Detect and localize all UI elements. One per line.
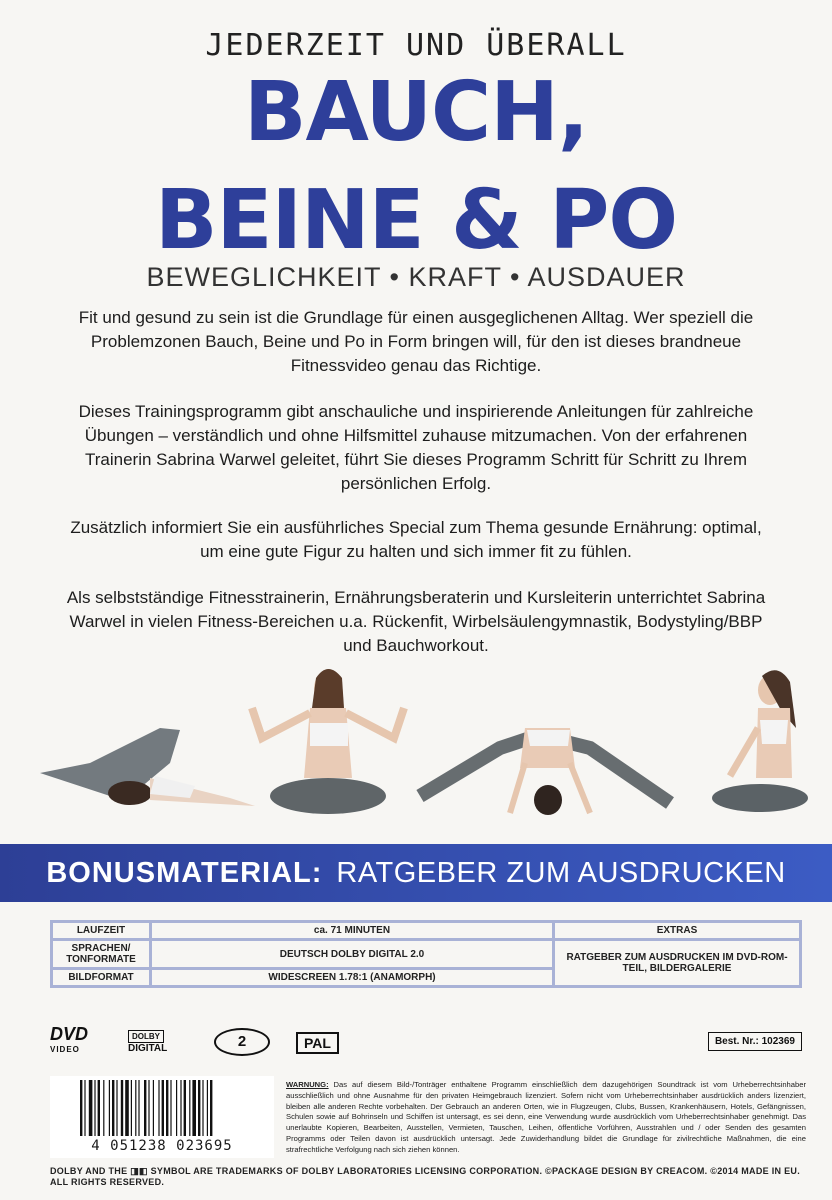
pal-logo: PAL	[296, 1032, 339, 1054]
description-paragraph-3: Zusätzlich informiert Sie ein ausführliches Special zum Thema gesunde Ernährung: optimal, um eine gute Figur zu halten und sich immer fit zu fühlen.	[70, 518, 762, 561]
pose-forward-bend-image	[420, 728, 670, 815]
dolby-subtext: DIGITAL	[128, 1043, 168, 1054]
pose-plough-image	[40, 728, 255, 806]
description-paragraph-2: Dieses Trainingsprogramm gibt anschauliche und inspirierende Anleitungen für zahlreiche Übungen – verständlich und ohne Hilfsmittel zuhause mitzumachen. Von der erfahrenen Trainerin Sabrina Warwel geleitet, führt Sie dieses Programm Schritt für Schritt zu Ihrem persönlichen Erfolg.	[78, 402, 754, 493]
order-number: Best. Nr.: 102369	[708, 1032, 802, 1051]
dvd-logo-subtext: VIDEO	[50, 1045, 80, 1054]
title-line-2: BEINE & PO	[154, 173, 678, 268]
title-line-1: BAUCH,	[244, 65, 588, 160]
sprachen-label: SPRACHEN/ TONFORMATE	[52, 940, 151, 969]
extras-value: RATGEBER ZUM AUSDRUCKEN IM DVD-ROM-TEIL, BILDERGALERIE	[554, 940, 801, 987]
description-paragraph-4: Als selbstständige Fitnesstrainerin, Ernährungsberaterin und Kursleiterin unterrichtet Sabrina Warwel in vielen Fitness-Bereichen u.a. Rückenfit, Wirbelsäulengymnastik, Bodystyling/BBP und Bauchworkout.	[66, 588, 766, 655]
pose-seated-side-image	[712, 670, 808, 812]
barcode	[50, 1076, 274, 1158]
bonus-banner	[0, 844, 832, 902]
specs-table	[50, 920, 802, 988]
tagline: JEDERZEIT UND ÜBERALL	[205, 28, 627, 63]
bildformat-label: BILDFORMAT	[52, 969, 151, 987]
barcode-bars	[80, 1080, 270, 1136]
warning-text: Das auf diesem Bild-/Tonträger enthaltene Programm einschließlich dem dazugehörigen Soundtrack ist vom Urheberrechtsinhaber ausschließlich und ohne Ausnahme für den privaten Heimgebrauch lizenziert. Sofern nicht vom Urheberrechtsinhaber ausdrücklich anders lizenziert, bleiben alle anderen Rechte vorbehalten. Der Gebrauch an anderen Orten, wie in Flugzeugen, Clubs, Bussen, Krankenhäusern, Hotels, Gefängnissen, Schulen sowie auf Bohrinseln und Schiffen ist untersagt, es sei denn, eine Verwendung wurde ausdrücklich vom Urheberrechtsinhaber genehmigt. Das unerlaubte Kopieren, Bearbeiten, Ausstellen, Vermieten, Tauschen, Leihen, öffentliche Vorführen, Ausstrahlen und / oder Senden des gesamten Programms oder Teilen davon ist ausdrücklich untersagt. Jede Zuwiderhandlung bildet die Grundlage für zivilrechtliche Maßnahmen, die eine strafrechtliche Verfolgung nach sich ziehen können.	[286, 1080, 806, 1154]
sprachen-value: DEUTSCH DOLBY DIGITAL 2.0	[151, 940, 554, 969]
dvd-logo-text: DVD	[50, 1024, 89, 1044]
extras-label: EXTRAS	[554, 922, 801, 940]
bonus-text: RATGEBER ZUM AUSDRUCKEN	[336, 856, 786, 889]
warning-text-block	[286, 1080, 806, 1156]
dolby-digital-logo	[128, 1030, 167, 1054]
laufzeit-value: ca. 71 MINUTEN	[151, 922, 554, 940]
bonus-label: BONUSMATERIAL:	[46, 856, 323, 889]
laufzeit-label: LAUFZEIT	[52, 922, 151, 940]
two-play-logo: 2	[214, 1028, 270, 1056]
format-logos	[50, 1024, 802, 1060]
dvd-video-logo	[50, 1024, 88, 1054]
bildformat-value: WIDESCREEN 1.78:1 (ANAMORPH)	[151, 969, 554, 987]
legal-footer: DOLBY AND THE ◨◧ SYMBOL ARE TRADEMARKS OF DOLBY LABORATORIES LICENSING CORPORATION. ©PACKAGE DESIGN BY CREACOM. ©2014 MADE IN EU. ALL RIGHTS RESERVED.	[50, 1166, 801, 1187]
dolby-mark: DOLBY	[128, 1030, 164, 1043]
barcode-number: 4 051238 023695	[91, 1138, 233, 1154]
exercise-photos	[30, 668, 810, 828]
warning-label: WARNUNG:	[286, 1080, 329, 1089]
description-paragraph-1: Fit und gesund zu sein ist die Grundlage für einen ausgeglichenen Alltag. Wer speziell die Problemzonen Bauch, Beine und Po in Form bringen will, für den ist dieses brandneue Fitnessvideo genau das Richtige.	[78, 308, 754, 375]
pose-meditation-image	[252, 669, 404, 814]
subtitle: BEWEGLICHKEIT • KRAFT • AUSDAUER	[146, 262, 686, 292]
